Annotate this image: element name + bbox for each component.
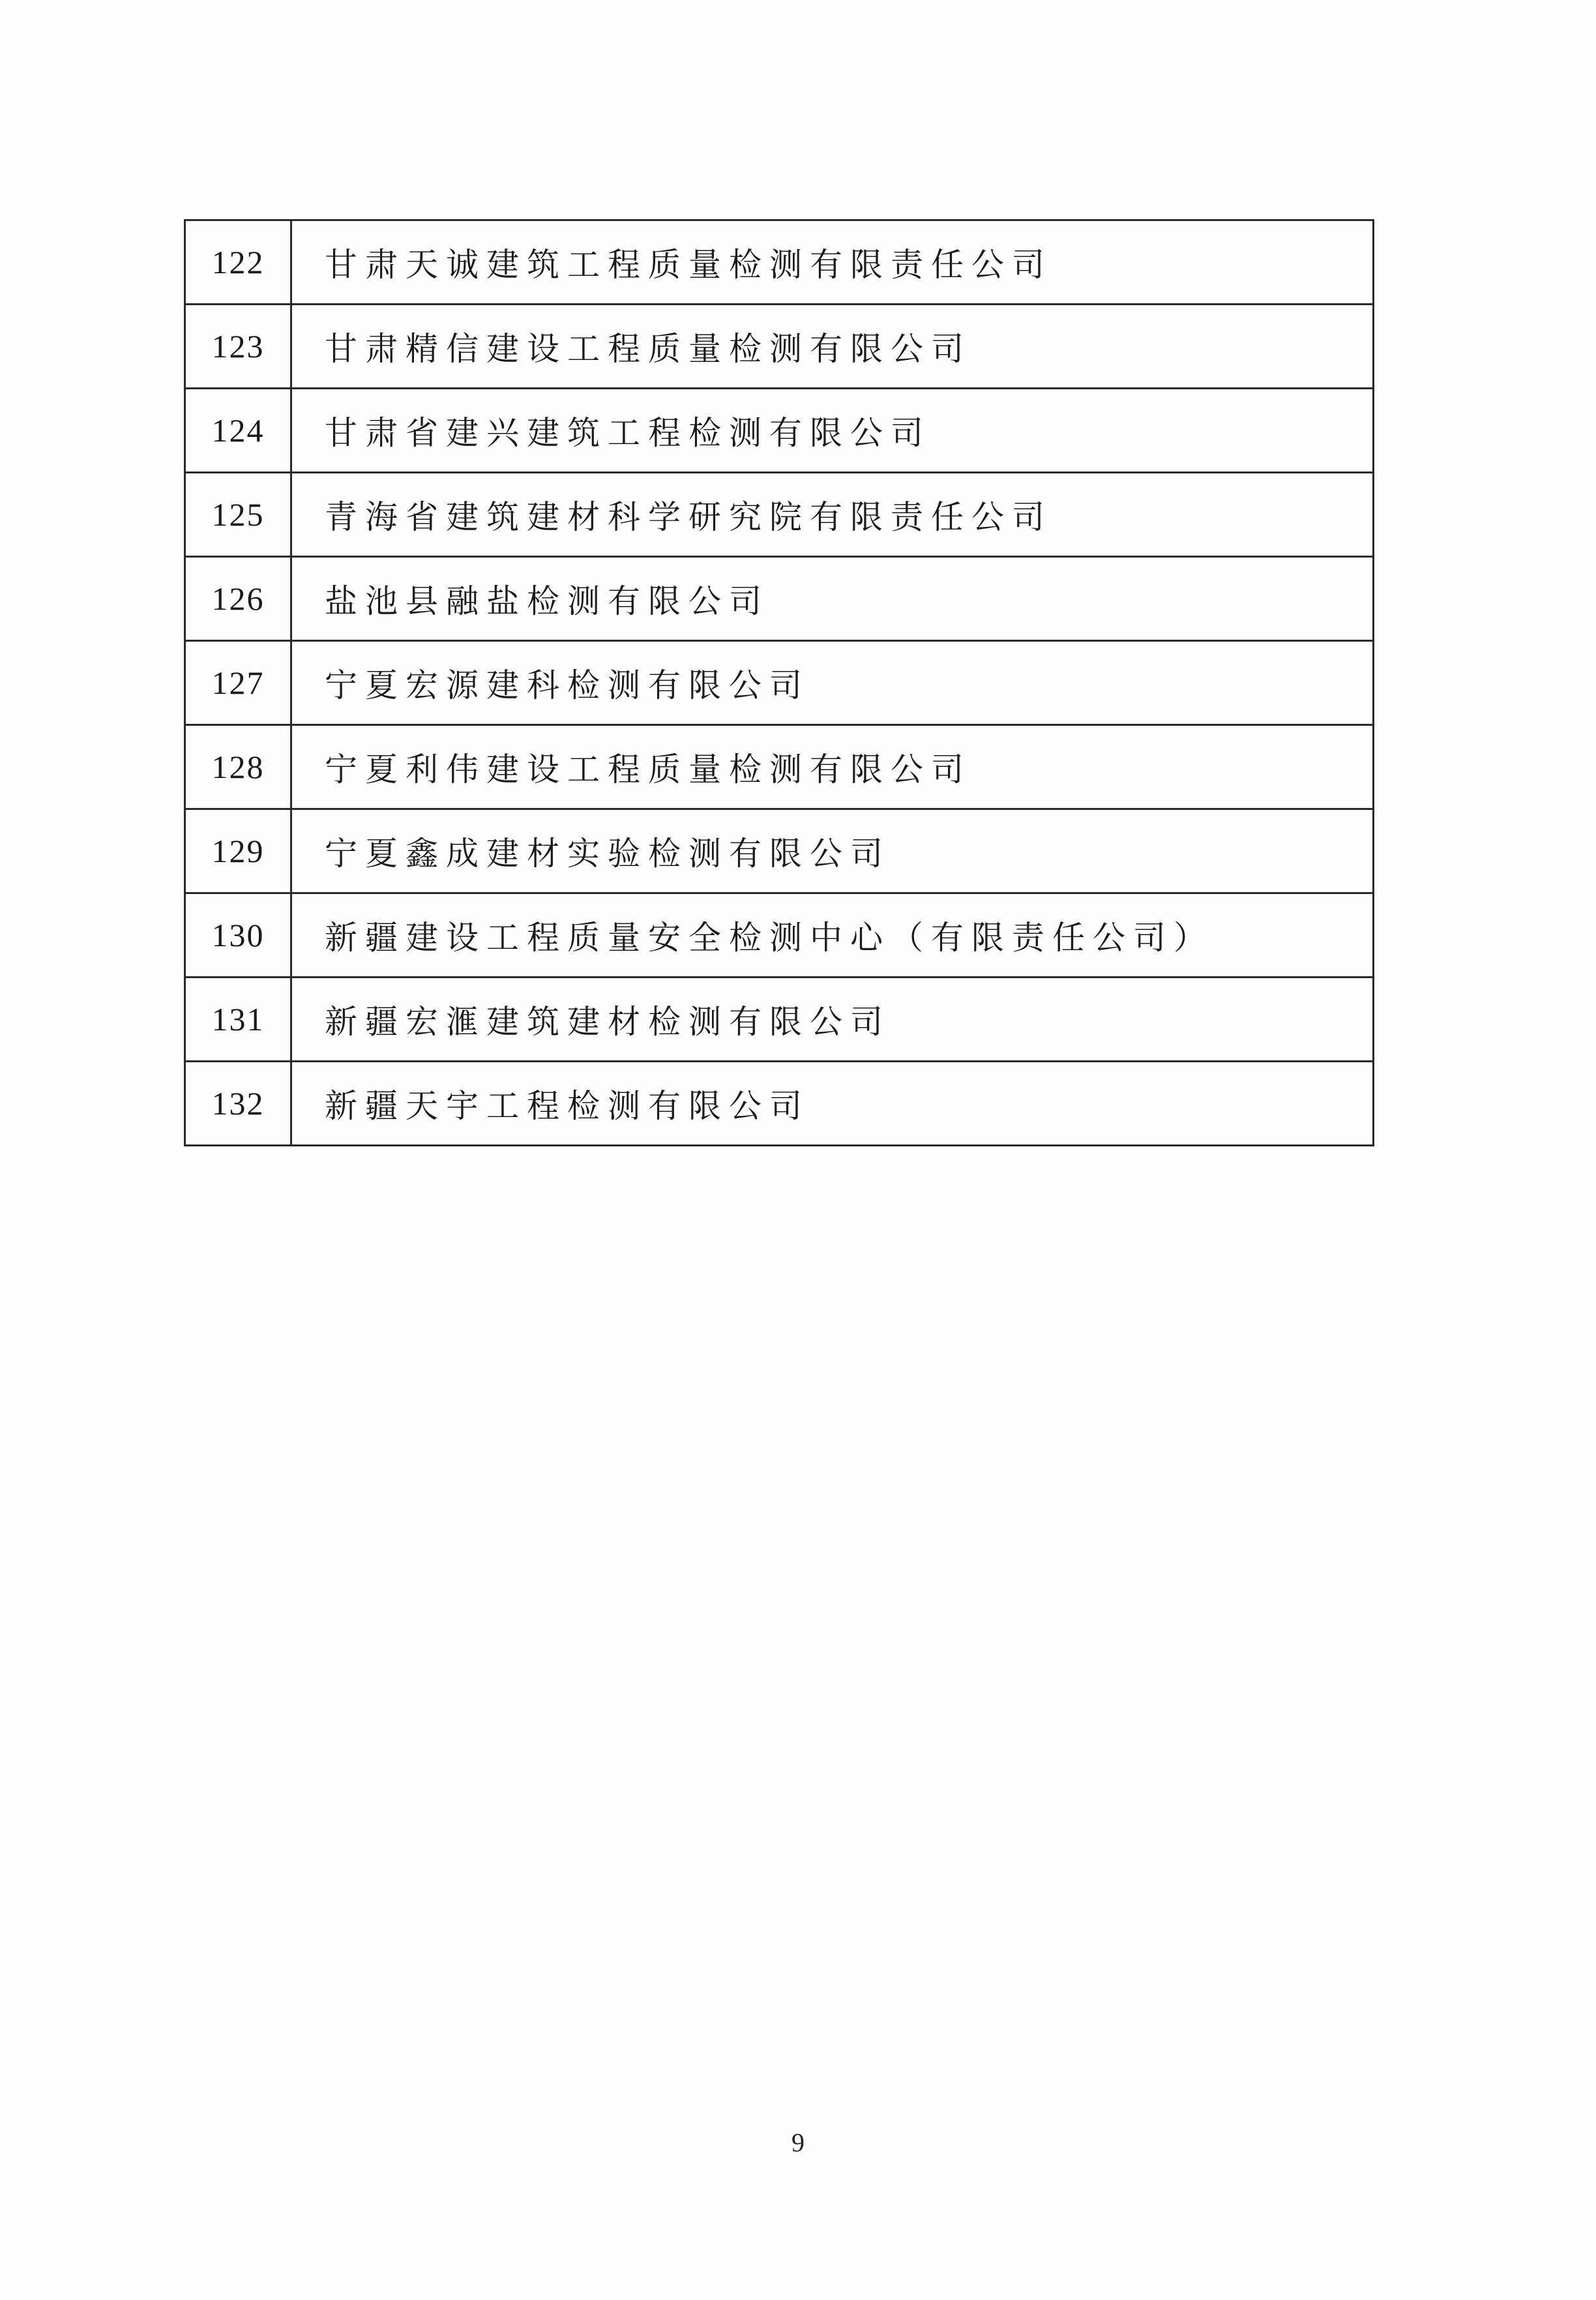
row-number: 124 — [185, 389, 291, 473]
table-row — [185, 473, 1374, 557]
table-row — [185, 893, 1374, 978]
company-name: 甘肃省建兴建筑工程检测有限公司 — [291, 389, 1374, 473]
company-name: 青海省建筑建材科学研究院有限责任公司 — [291, 473, 1374, 557]
table-row — [185, 1062, 1374, 1146]
table-row — [185, 389, 1374, 473]
row-number: 130 — [185, 893, 291, 978]
table-row — [185, 220, 1374, 305]
company-name: 新疆建设工程质量安全检测中心（有限责任公司） — [291, 893, 1374, 978]
company-name: 宁夏利伟建设工程质量检测有限公司 — [291, 725, 1374, 809]
company-name: 盐池县融盐检测有限公司 — [291, 557, 1374, 641]
company-name: 新疆天宇工程检测有限公司 — [291, 1062, 1374, 1146]
company-name: 甘肃精信建设工程质量检测有限公司 — [291, 305, 1374, 389]
company-name: 甘肃天诚建筑工程质量检测有限责任公司 — [291, 220, 1374, 305]
table-row — [185, 641, 1374, 725]
row-number: 126 — [185, 557, 291, 641]
table-row — [185, 557, 1374, 641]
row-number: 122 — [185, 220, 291, 305]
table-row — [185, 305, 1374, 389]
company-name: 新疆宏滙建筑建材检测有限公司 — [291, 978, 1374, 1062]
company-name: 宁夏宏源建科检测有限公司 — [291, 641, 1374, 725]
row-number: 123 — [185, 305, 291, 389]
table-row — [185, 809, 1374, 893]
row-number: 131 — [185, 978, 291, 1062]
table-row — [185, 978, 1374, 1062]
company-list-table — [184, 219, 1374, 1146]
row-number: 128 — [185, 725, 291, 809]
row-number: 127 — [185, 641, 291, 725]
company-name: 宁夏鑫成建材实验检测有限公司 — [291, 809, 1374, 893]
row-number: 125 — [185, 473, 291, 557]
row-number: 129 — [185, 809, 291, 893]
table-row — [185, 725, 1374, 809]
row-number: 132 — [185, 1062, 291, 1146]
page-number: 9 — [791, 2128, 805, 2157]
